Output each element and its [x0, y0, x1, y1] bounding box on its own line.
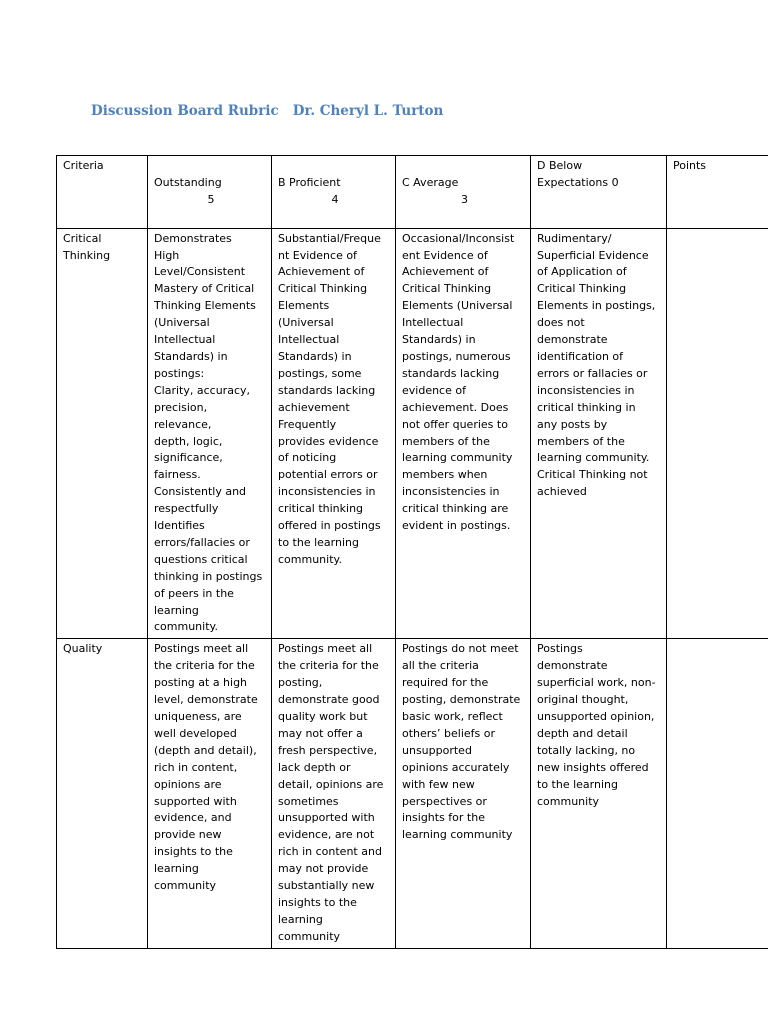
table-header-row	[57, 156, 768, 229]
row-critical-thinking-outstanding: Demonstrates High Level/Consistent Mastery of Critical Thinking Elements (Universal Intellectual Standards) in postings: Clarity, accuracy, precision, relevance, depth, logic, significance, fairness. Consistently and respectfully Identifies errors/fallacies or questions critical thinking in postings of peers in the learning community.	[148, 228, 272, 639]
row-quality-criteria: Quality	[57, 639, 148, 948]
header-outstanding-label: Outstanding	[154, 175, 222, 189]
row-quality-outstanding: Postings meet all the criteria for the posting at a high level, demonstrate uniqueness, are well developed (depth and detail), rich in content, opinions are supported with evidence, and provide new insights to the learning community	[148, 639, 272, 948]
rubric-table	[56, 155, 768, 949]
header-average-label: C Average	[402, 175, 459, 189]
header-proficient	[272, 156, 396, 229]
row-critical-thinking-points	[667, 228, 768, 639]
header-proficient-score: 4	[331, 192, 339, 206]
row-critical-thinking-average: Occasional/Inconsist ent Evidence of Achievement of Critical Thinking Elements (Universal Intellectual Standards) in postings, numerous standards lacking evidence of achievement. Does not offer queries to members of the learning community members when inconsistencies in critical thinking are evident in postings.	[396, 228, 531, 639]
row-critical-thinking-proficient: Substantial/Freque nt Evidence of Achievement of Critical Thinking Elements (Universal Intellectual Standards) in postings, some standards lacking achievement Frequently provides evidence of noticing potential errors or inconsistencies in critical thinking offered in postings to the learning community.	[272, 228, 396, 639]
table-row	[57, 639, 768, 948]
row-quality-average: Postings do not meet all the criteria required for the posting, demonstrate basic work, reflect others’ beliefs or unsupported opinions accurately with few new perspectives or insights for the learning community	[396, 639, 531, 948]
row-critical-thinking-below: Rudimentary/ Superficial Evidence of Application of Critical Thinking Elements in postings, does not demonstrate identification of errors or fallacies or inconsistencies in critical thinking in any posts by members of the learning community. Critical Thinking not achieved	[531, 228, 667, 639]
header-average	[396, 156, 531, 229]
header-criteria: Criteria	[57, 156, 148, 229]
row-quality-proficient: Postings meet all the criteria for the posting, demonstrate good quality work but may not offer a fresh perspective, lack depth or detail, opinions are sometimes unsupported with evidence, are not rich in content and may not provide substantially new insights to the learning community	[272, 639, 396, 948]
table-row	[57, 228, 768, 639]
header-below: D Below Expectations 0	[531, 156, 667, 229]
header-points: Points	[667, 156, 768, 229]
header-outstanding	[148, 156, 272, 229]
page-title: Discussion Board Rubric Dr. Cheryl L. Turton	[91, 103, 444, 119]
header-outstanding-score: 5	[207, 192, 215, 206]
row-quality-points	[667, 639, 768, 948]
header-average-score: 3	[461, 192, 468, 206]
row-quality-below: Postings demonstrate superficial work, non- original thought, unsupported opinion, depth and detail totally lacking, no new insights offered to the learning community	[531, 639, 667, 948]
row-critical-thinking-criteria: Critical Thinking	[57, 228, 148, 639]
header-proficient-label: B Proficient	[278, 175, 341, 189]
